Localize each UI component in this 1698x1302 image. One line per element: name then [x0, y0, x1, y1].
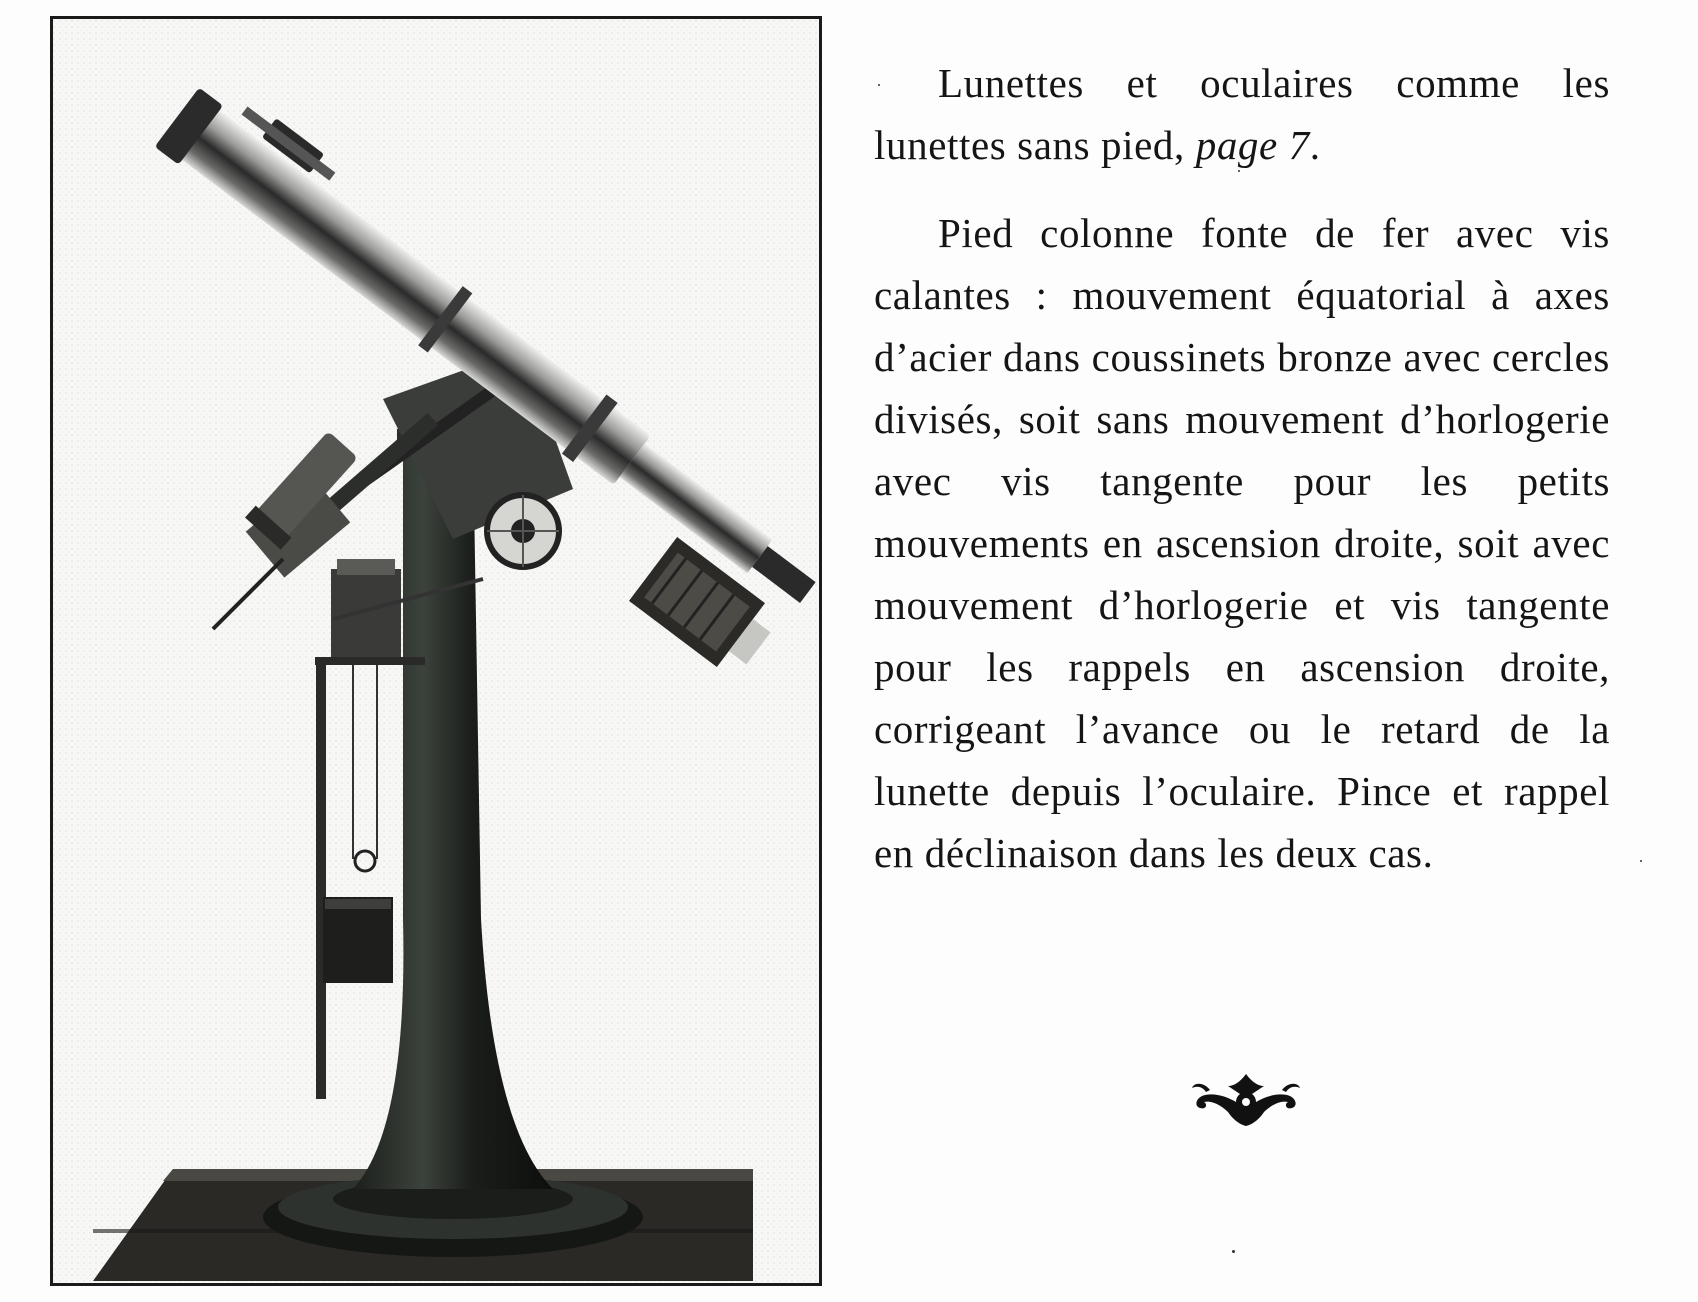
- clockwork-drive: [331, 569, 401, 659]
- print-speck: [1640, 860, 1642, 862]
- page-reference: page 7: [1195, 122, 1310, 168]
- fleuron-ornament-icon: [1188, 1068, 1304, 1130]
- drive-weight: [323, 897, 393, 983]
- intro-text: Lunettes et oculaires comme les lunettes sans pied,: [874, 60, 1610, 168]
- mount-description-paragraph: Pied colonne fonte de fer avec vis calantes : mouvement équatorial à axes d’acier dans coussinets bronze avec cercles divisés, soit sans mouvement d’horlogerie avec vis tangente pour les petits mouvements en ascension droite, soit avec mouvement d’horlogerie et vis tangente pour les rappels en ascension droite, corrigeant l’avance ou le retard de la lunette depuis l’oculaire. Pince et rappel en déclinaison dans les deux cas.: [874, 210, 1610, 876]
- intro-paragraph: [874, 52, 1610, 176]
- intro-end: .: [1309, 122, 1321, 168]
- telescope-illustration: [53, 19, 819, 1283]
- print-speck: [1238, 170, 1240, 172]
- print-speck: [1232, 1250, 1235, 1253]
- description-text: [874, 52, 1610, 884]
- telescope-photograph: [50, 16, 822, 1286]
- print-speck: [878, 84, 880, 86]
